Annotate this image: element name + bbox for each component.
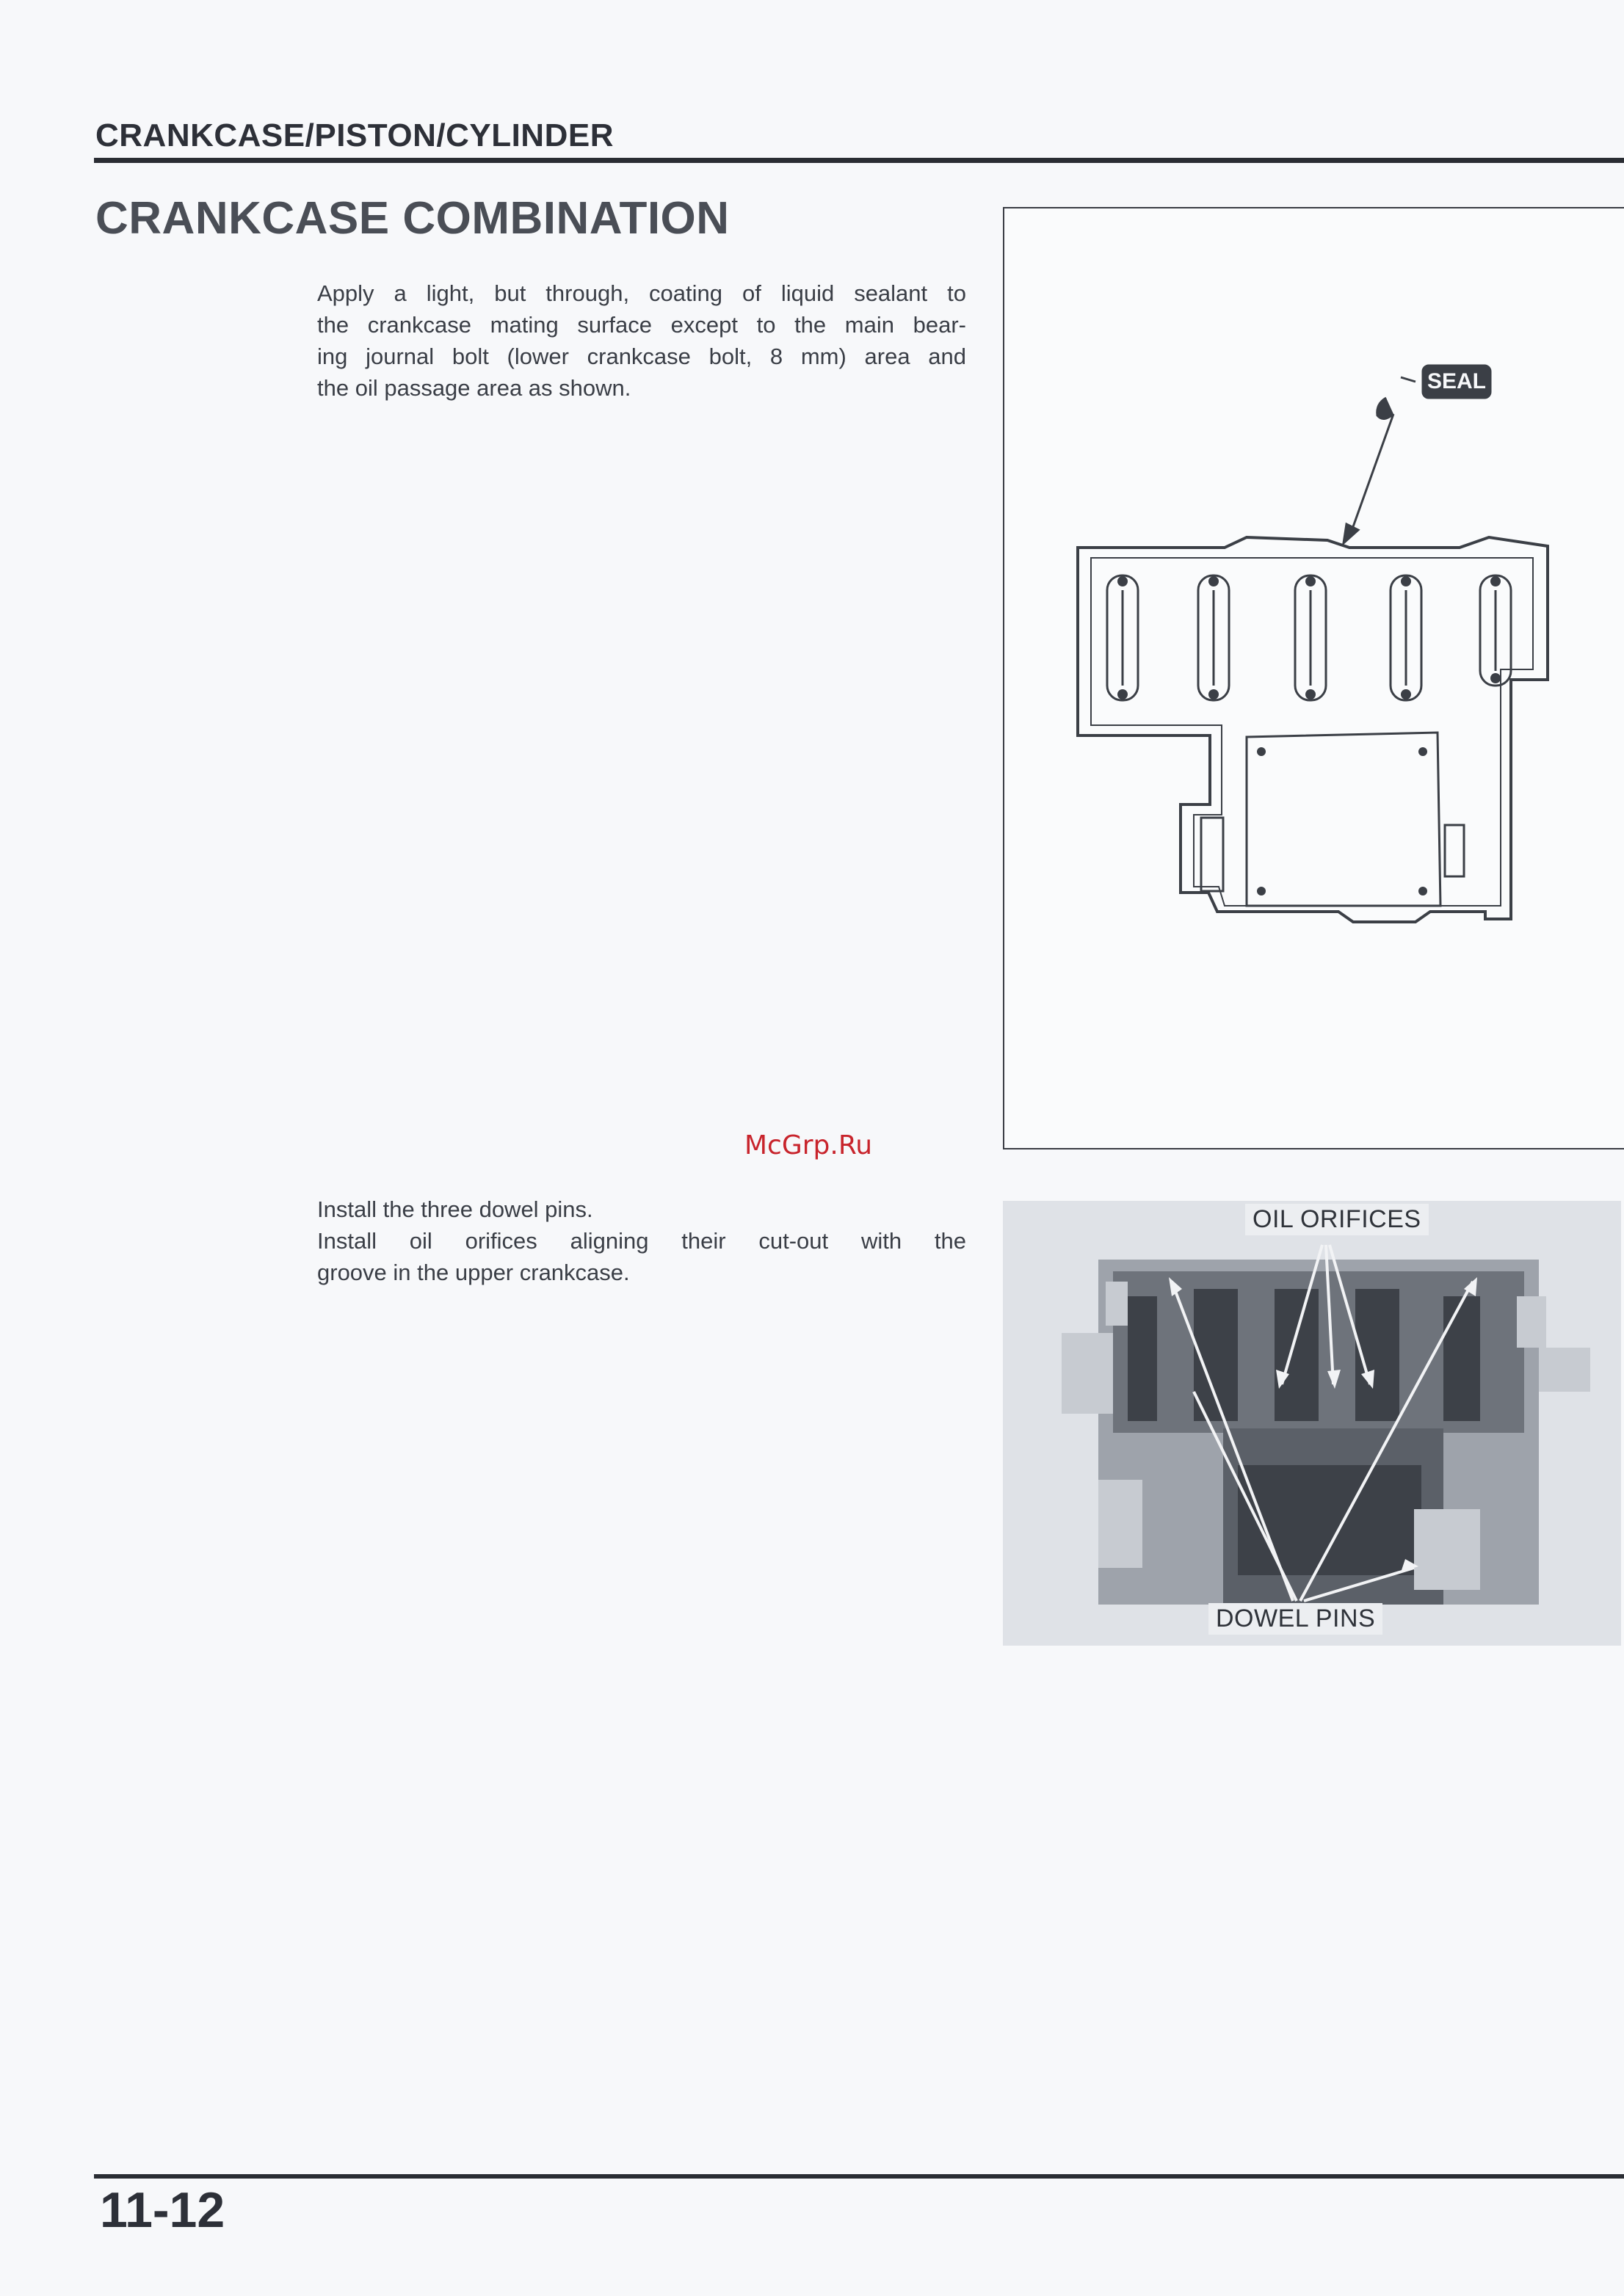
- crankcase-photo-illustration: [1003, 1201, 1621, 1646]
- dowel-pin-instruction: [317, 1194, 966, 1288]
- page-title: CRANKCASE COMBINATION: [95, 193, 730, 244]
- seal-symbol-label: SEAL: [1427, 369, 1487, 393]
- footer-rule: [94, 2174, 1624, 2179]
- oil-orifices-callout: OIL ORIFICES: [1245, 1204, 1429, 1235]
- crankcase-photo: [1003, 1201, 1621, 1646]
- dowel-line-3: groove in the upper crankcase.: [317, 1260, 630, 1285]
- sealant-line-2: the crankcase mating surface except to the main bear-: [317, 312, 966, 338]
- dowel-line-2: Install oil orifices aligning their cut-out with the: [317, 1228, 966, 1254]
- crankcase-sealant-diagram: [1003, 207, 1624, 1149]
- sealant-line-4: the oil passage area as shown.: [317, 375, 631, 401]
- header-rule: [94, 158, 1624, 163]
- sealant-line-1: Apply a light, but through, coating of liquid sealant to: [317, 280, 966, 306]
- watermark-text: McGrp.Ru: [744, 1130, 873, 1160]
- sealant-line-3: ing journal bolt (lower crankcase bolt, 8 mm) area and: [317, 344, 966, 369]
- page-number: 11-12: [100, 2182, 225, 2238]
- dowel-pins-callout: DOWEL PINS: [1208, 1603, 1382, 1635]
- section-header: CRANKCASE/PISTON/CYLINDER: [95, 117, 614, 153]
- crankcase-outline-drawing: [1004, 208, 1624, 1148]
- sealant-instruction: [317, 277, 966, 404]
- dowel-line-1: Install the three dowel pins.: [317, 1196, 593, 1222]
